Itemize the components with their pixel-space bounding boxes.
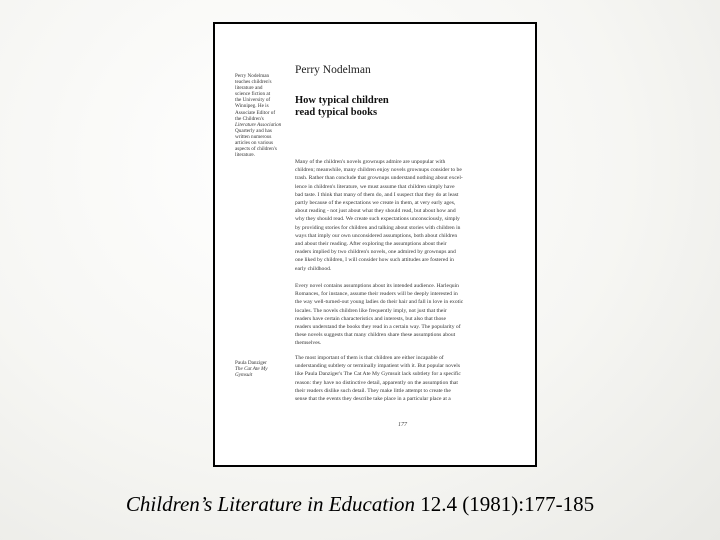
body-text-line: Many of the children's novels grownups admire are unpopular with — [295, 159, 446, 165]
bio-line: articles on various — [235, 140, 274, 147]
bio-line: the Children's — [235, 115, 264, 122]
body-text-line: early childhood. — [295, 265, 332, 272]
body-text-line: their readers dislike such detail. They make little attempt to create the — [295, 387, 451, 394]
body-text-line: by providing stories for children and talking about stories with children in — [295, 224, 461, 231]
bio-line: Associate Editor of — [235, 109, 276, 116]
body-text-line: why they should read. We create such expectations unconsciously, simply — [295, 216, 460, 223]
body-text-line: readers implied by two children's novels, one admired by grownups and — [295, 249, 456, 256]
body-text-line: about reading - not just about what they should read, but about how and — [295, 208, 456, 215]
bio-line: science fiction at — [235, 91, 271, 98]
body-text-line: The most important of them is that children are either incapable of — [295, 355, 444, 361]
body-text-line: understanding subtlety or terminally impatient with it. But popular novels — [295, 363, 460, 370]
body-text-line: reason: they have no distinctive detail, apparently on the assumption that — [295, 379, 458, 386]
article-title — [295, 95, 495, 119]
body-text-line: bad taste. I think that many of them do, and I suspect that they do at least — [295, 191, 459, 198]
article-page-scan — [213, 22, 537, 467]
body-text-line: locales. The novels children like frequently imply, not just that their — [295, 307, 447, 314]
body-text-line: Romances, for instance, assume their readers will be deeply interested in — [295, 291, 458, 298]
body-text-line: like Paula Danziger's The Cat Ate My Gymsuit lack subtlety for a specific — [295, 371, 461, 378]
body-text-line: one liked by children, I will consider how such attitudes are fostered in — [295, 257, 454, 264]
body-paragraph — [295, 158, 531, 273]
body-text-line: partly because of the expectations we create in them, at very early ages, — [295, 200, 456, 207]
body-text-line: Every novel contains assumptions about its intended audience. Harlequin — [295, 283, 459, 289]
bio-line: teaches children's — [235, 79, 272, 86]
bio-line: the University of — [235, 97, 271, 104]
note-line: The Cat Ate My — [235, 366, 268, 373]
body-text-line: sense that the events they describe take place in a particular place at a — [295, 396, 451, 403]
body-text-line: readers have certain characteristics and interests, but also that those — [295, 315, 446, 322]
body-text-line: these novels suggests that many children share these assumptions about — [295, 332, 456, 339]
body-text-line: trash. Rather than conclude that grownups understand nothing about excel- — [295, 175, 463, 182]
body-text-line: themselves. — [295, 340, 322, 347]
bio-line: aspects of children's — [235, 146, 277, 153]
title-line: How typical children — [295, 95, 389, 106]
bio-line: Perry Nodelman — [235, 73, 270, 79]
body-text-line: lence in children's literature, we must assume that children simply have — [295, 183, 455, 190]
author-bio-sidebar — [235, 73, 293, 158]
note-line: Paula Danziger — [235, 360, 267, 366]
journal-title: Children’s Literature in Education — [125, 492, 416, 516]
body-text-line: readers understand the books they read in a certain way. The popularity of — [295, 324, 461, 331]
note-line: Gymsuit — [235, 372, 253, 379]
body-text-line: and about their reading. After exploring the assumptions about their — [295, 241, 447, 248]
bio-line: Literature Association — [235, 121, 282, 128]
citation-details: 12.4 (1981):177-185 — [415, 492, 595, 516]
body-text-line: the way well-turned-out young ladies do their hair and fall in love in exotic — [295, 299, 464, 306]
bio-line: literature and — [235, 85, 263, 92]
title-line: read typical books — [295, 107, 378, 118]
bio-line: written numerous — [235, 133, 272, 140]
author-name: Perry Nodelman — [295, 64, 371, 76]
margin-note — [235, 360, 293, 378]
body-paragraph — [295, 282, 531, 348]
page-number: 177 — [398, 422, 407, 428]
body-text-line: ways that imply our own unconsidered assumptions, both about children — [295, 232, 458, 239]
bio-line: Quarterly and has — [235, 127, 272, 134]
body-paragraph — [295, 354, 531, 403]
body-text-line: children; meanwhile, many children enjoy novels grownups consider to be — [295, 167, 462, 174]
bio-line: Winnipeg. He is — [235, 103, 269, 110]
bio-line: literature. — [235, 152, 256, 159]
citation-caption — [0, 492, 720, 517]
